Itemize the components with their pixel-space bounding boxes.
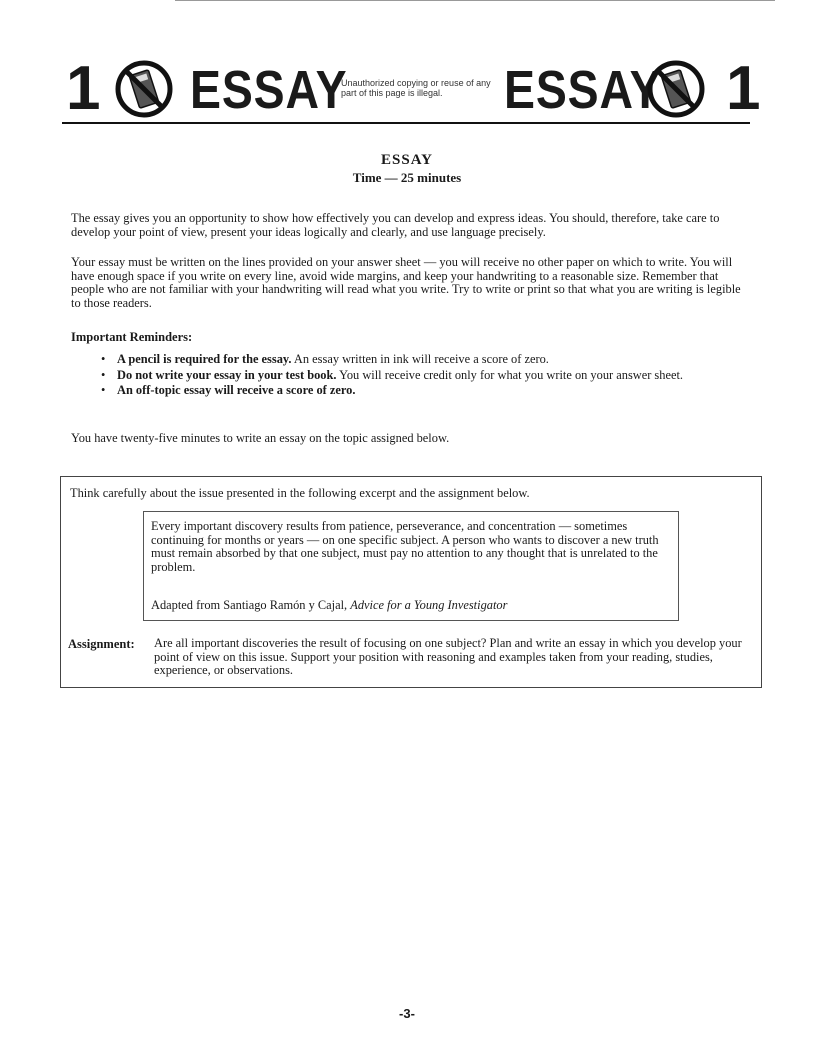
- reminders-list: [101, 353, 721, 400]
- section-number-right: 1: [726, 54, 761, 123]
- essay-prompt-box: [60, 476, 762, 688]
- time-note: You have twenty-five minutes to write an essay on the topic assigned below.: [71, 431, 450, 445]
- section-header: [62, 56, 762, 126]
- source-title: Advice for a Young Investigator: [350, 598, 508, 612]
- section-label-left: ESSAY: [190, 60, 348, 120]
- page-title: ESSAY: [381, 152, 433, 168]
- prompt-intro: Think carefully about the issue presented in the following excerpt and the assignment below.: [70, 486, 530, 500]
- intro-paragraph: The essay gives you an opportunity to show how effectively you can develop and express ideas. You should, therefore, take care to develop your point of view, present your ideas logically and clearly, and use language precisely.: [71, 211, 720, 239]
- source-prefix: Adapted from Santiago Ramón y Cajal,: [151, 598, 351, 612]
- no-calculator-icon: [115, 60, 173, 118]
- reminder-bold: Do not write your essay in your test book.: [117, 367, 337, 382]
- copy-notice: Unauthorized copying or reuse of any part of this page is illegal.: [341, 78, 491, 98]
- reminder-text: An essay written in ink will receive a score of zero.: [291, 352, 549, 366]
- page-number: -3-: [399, 1006, 415, 1021]
- time-limit: Time — 25 minutes: [352, 170, 462, 185]
- instructions-paragraph: Your essay must be written on the lines provided on your answer sheet — you will receive no other paper on which to write. You will have enough space if you write on every line, avoid wide margins, and keep your handwriting to a reasonable size. Remember that people who are not familiar with your handwriting will read what you write. Try to write or print so that what you are writing is legible to those readers.: [71, 255, 741, 310]
- header-rule: [62, 122, 750, 124]
- assignment-label: Assignment:: [68, 637, 135, 651]
- section-number-left: 1: [66, 54, 101, 123]
- excerpt-box: [143, 511, 679, 621]
- list-item: [101, 369, 721, 383]
- no-calculator-icon: [647, 60, 705, 118]
- reminders-heading: Important Reminders:: [71, 330, 193, 344]
- list-item: [101, 353, 721, 367]
- excerpt-text: Every important discovery results from patience, perseverance, and concentration — sometimes continuing for months or years — on one specific subject. A person who wants to discover a new truth must remain absorbed by that one subject, must pay no attention to any thought that is unrelated to the problem.: [151, 519, 659, 574]
- list-item: [101, 384, 721, 398]
- top-rule: [175, 0, 775, 1]
- section-label-right: ESSAY: [504, 60, 662, 120]
- reminder-text: You will receive credit only for what you write on your answer sheet.: [336, 367, 683, 382]
- reminder-bold: An off-topic essay will receive a score of zero.: [117, 383, 356, 398]
- assignment-text: Are all important discoveries the result of focusing on one subject? Plan and write an essay in which you develop your point of view on this issue. Support your position with reasoning and examples taken from your reading, studies, experience, or observations.: [154, 636, 742, 678]
- excerpt-source: [151, 599, 507, 613]
- reminder-bold: A pencil is required for the essay.: [117, 352, 292, 366]
